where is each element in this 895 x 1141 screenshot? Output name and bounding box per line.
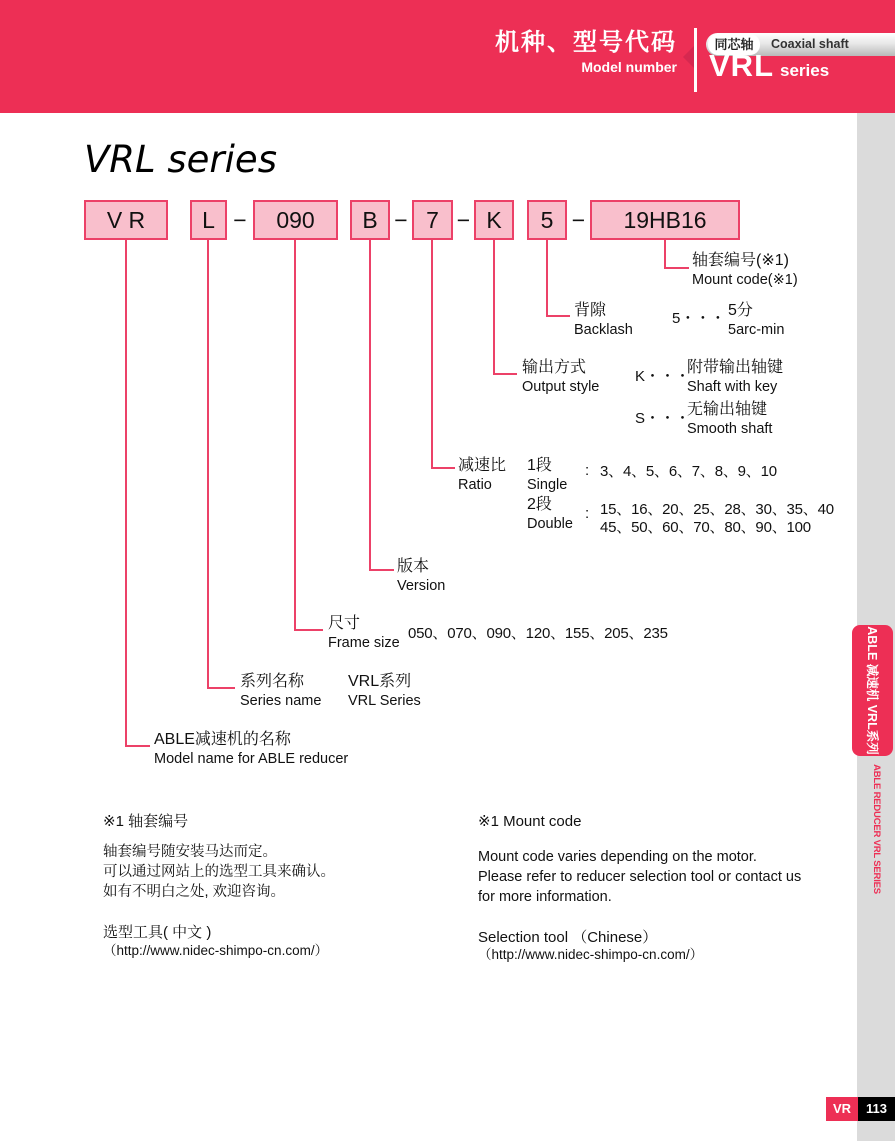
code-separator: − bbox=[233, 207, 247, 233]
label-series-name bbox=[240, 671, 321, 711]
ratio-colon: : bbox=[585, 505, 590, 522]
output-style-option-s bbox=[687, 399, 772, 439]
category-badge-zh: 同芯轴 bbox=[708, 34, 760, 55]
backlash-value-en: 5arc-min bbox=[728, 322, 785, 338]
label-frame-size bbox=[328, 613, 400, 653]
code-separator: − bbox=[571, 207, 586, 233]
note-zh-line1: 轴套编号随安装马达而定。 bbox=[103, 844, 277, 860]
header-series-suffix: series bbox=[780, 61, 830, 80]
ratio-double bbox=[527, 494, 573, 534]
output-style-code-k: K・・・ bbox=[635, 368, 691, 385]
label-backlash bbox=[574, 300, 633, 340]
series-name-value-zh: VRL系列 bbox=[348, 673, 412, 690]
output-style-k-en: Shaft with key bbox=[687, 379, 778, 395]
label-model-name bbox=[154, 729, 348, 769]
note-en-heading: ※1 Mount code bbox=[478, 813, 582, 830]
ratio-double-en: Double bbox=[527, 516, 573, 532]
header-title-en: Model number bbox=[581, 59, 677, 75]
label-frame-size-en: Frame size bbox=[328, 635, 400, 651]
label-backlash-en: Backlash bbox=[574, 322, 633, 338]
note-zh-url: （http://www.nidec-shimpo-cn.com/） bbox=[103, 943, 329, 958]
series-name-value bbox=[348, 671, 421, 711]
label-version bbox=[397, 556, 445, 596]
ratio-double-zh: 2段 bbox=[527, 496, 552, 513]
header-title bbox=[495, 29, 677, 76]
code-box-backlash: 5 bbox=[527, 200, 567, 240]
code-box-series-prefix: V R bbox=[84, 200, 168, 240]
code-box-frame-size: 090 bbox=[253, 200, 338, 240]
ratio-single-en: Single bbox=[527, 477, 568, 493]
label-ratio bbox=[458, 455, 506, 495]
backlash-value-zh: 5分 bbox=[728, 302, 753, 319]
code-separator: − bbox=[394, 207, 408, 233]
footer-page-number: 113 bbox=[858, 1097, 895, 1121]
label-version-en: Version bbox=[397, 578, 446, 594]
ratio-colon: : bbox=[585, 462, 590, 479]
label-series-name-en: Series name bbox=[240, 693, 322, 709]
code-box-series-letter: L bbox=[190, 200, 227, 240]
code-box-version: B bbox=[350, 200, 390, 240]
header-divider bbox=[694, 28, 697, 92]
ratio-single-zh: 1段 bbox=[527, 457, 552, 474]
sidebar-caption: ABLE REDUCER VRL SERIES bbox=[871, 764, 882, 894]
label-backlash-zh: 背隙 bbox=[574, 302, 607, 319]
frame-size-values: 050、070、090、120、155、205、235 bbox=[408, 625, 668, 642]
note-en-body bbox=[478, 847, 801, 907]
label-frame-size-zh: 尺寸 bbox=[328, 615, 361, 632]
label-output-style-en: Output style bbox=[522, 379, 600, 395]
output-style-s-zh: 无输出轴键 bbox=[687, 401, 768, 418]
output-style-s-en: Smooth shaft bbox=[687, 421, 773, 437]
note-zh-heading: ※1 轴套编号 bbox=[103, 813, 189, 830]
series-name-value-en: VRL Series bbox=[348, 693, 421, 709]
note-en-line3: for more information. bbox=[478, 889, 612, 905]
header-series bbox=[709, 48, 829, 84]
label-model-name-en: Model name for ABLE reducer bbox=[154, 751, 349, 767]
label-ratio-zh: 减速比 bbox=[458, 457, 507, 474]
code-separator: − bbox=[456, 207, 471, 233]
header-arrow-icon bbox=[683, 46, 694, 68]
footer-section-badge: VR bbox=[826, 1097, 858, 1121]
header-title-zh: 机种、型号代码 bbox=[495, 29, 677, 56]
output-style-code-s: S・・・ bbox=[635, 410, 691, 427]
label-model-name-zh: ABLE减速机的名称 bbox=[154, 731, 291, 748]
ratio-double-values-1: 15、16、20、25、28、30、35、40 bbox=[600, 501, 834, 518]
header-series-name: VRL bbox=[709, 48, 774, 83]
ratio-single-values: 3、4、5、6、7、8、9、10 bbox=[600, 463, 777, 480]
note-en-tool: Selection tool （Chinese） bbox=[478, 929, 658, 946]
category-label-en: Coaxial shaft bbox=[771, 37, 849, 51]
label-mount-code-zh: 轴套编号(※1) bbox=[692, 252, 789, 269]
note-en-line2: Please refer to reducer selection tool or contact us bbox=[478, 869, 802, 885]
note-zh-tool: 选型工具( 中文 ) bbox=[103, 924, 212, 941]
note-en-line1: Mount code varies depending on the motor. bbox=[478, 849, 757, 865]
page-title: VRL series bbox=[84, 138, 277, 181]
note-zh-line3: 如有不明白之处, 欢迎咨询。 bbox=[103, 884, 286, 900]
label-mount-code-en: Mount code(※1) bbox=[692, 272, 798, 288]
label-series-name-zh: 系列名称 bbox=[240, 673, 305, 690]
output-style-option-k bbox=[687, 357, 783, 397]
label-version-zh: 版本 bbox=[397, 558, 430, 575]
header-band bbox=[0, 0, 895, 113]
sidebar-tab-label: ABLE 减速机 VRL系列 bbox=[865, 626, 879, 755]
label-output-style bbox=[522, 357, 599, 397]
backlash-value bbox=[728, 300, 784, 340]
backlash-code: 5・・・ bbox=[672, 310, 726, 327]
code-box-output-style: K bbox=[474, 200, 514, 240]
note-zh-body bbox=[103, 842, 335, 902]
label-output-style-zh: 输出方式 bbox=[522, 359, 587, 376]
note-zh-line2: 可以通过网站上的选型工具来确认。 bbox=[103, 864, 335, 880]
ratio-single bbox=[527, 455, 567, 495]
note-en-url: （http://www.nidec-shimpo-cn.com/） bbox=[478, 947, 704, 962]
code-box-mount-code: 19HB16 bbox=[590, 200, 740, 240]
ratio-double-values-2: 45、50、60、70、80、90、100 bbox=[600, 519, 811, 536]
label-ratio-en: Ratio bbox=[458, 477, 492, 493]
output-style-k-zh: 附带输出轴键 bbox=[687, 359, 784, 376]
code-box-ratio: 7 bbox=[412, 200, 453, 240]
label-mount-code bbox=[692, 250, 798, 290]
